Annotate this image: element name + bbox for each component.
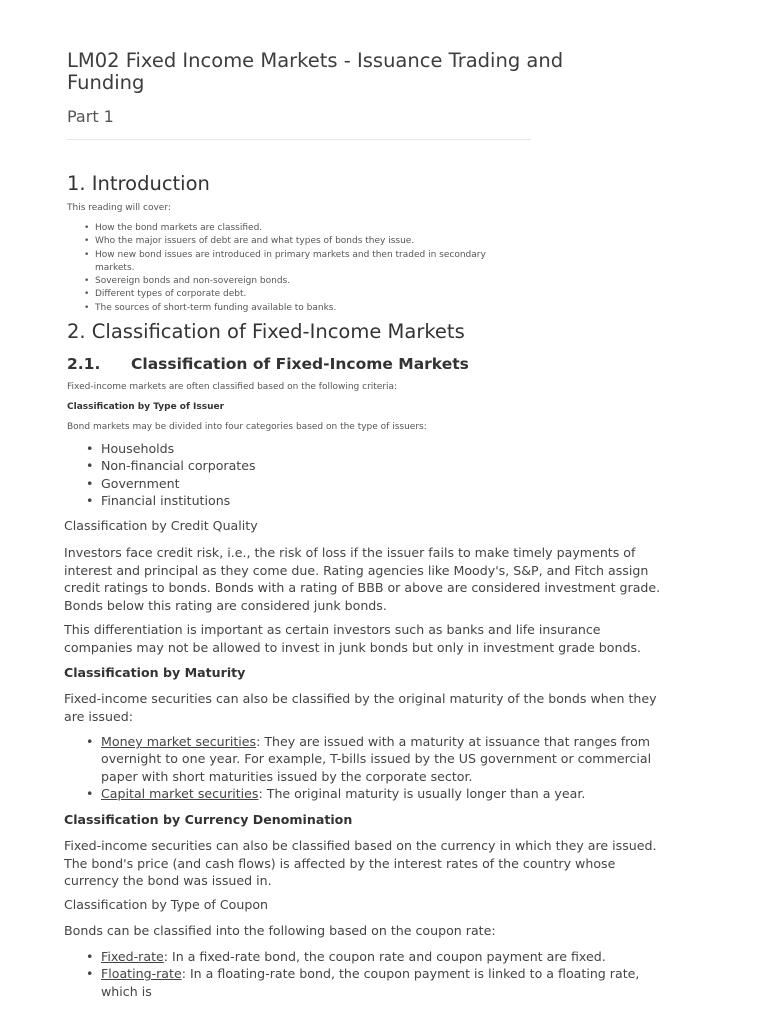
term: Money market securities <box>101 734 257 749</box>
issuer-heading: Classification by Type of Issuer <box>67 402 225 412</box>
term: Fixed-rate <box>101 949 164 964</box>
introduction-heading: 1. Introduction <box>67 172 210 195</box>
part-label: Part 1 <box>67 107 114 126</box>
list-item: • Households <box>64 440 484 457</box>
issuer-lead: Bond markets may be divided into four categories based on the type of issuers: <box>67 422 427 432</box>
introduction-list <box>67 222 507 315</box>
coupon-heading: Classification by Type of Coupon <box>64 897 269 912</box>
maturity-lead: Fixed-income securities can also be classified by the original maturity of the bonds when they are issued: <box>64 691 657 724</box>
list-item: • Sovereign bonds and non-sovereign bonds. <box>67 275 507 288</box>
issuer-list <box>64 440 484 510</box>
list-item: • Non-financial corporates <box>64 457 484 474</box>
term: Floating-rate <box>101 966 182 982</box>
list-item: • Government <box>64 475 484 492</box>
subsection-title: Classification of Fixed-Income Markets <box>131 355 469 373</box>
document-title: LM02 Fixed Income Markets - Issuance Trading and Funding <box>67 49 564 94</box>
term: Capital market securities <box>101 786 259 802</box>
list-item: • How new bond issues are introduced in primary markets and then traded in secondary markets. <box>67 249 507 276</box>
maturity-list <box>64 733 664 803</box>
list-item: • Who the major issuers of debt are and what types of bonds they issue. <box>67 235 507 248</box>
coupon-lead: Bonds can be classified into the following based on the coupon rate: <box>64 923 496 938</box>
credit-heading: Classification by Credit Quality <box>64 518 258 533</box>
term-description: : In a fixed-rate bond, the coupon rate and coupon payment are fixed. <box>163 949 606 964</box>
currency-paragraph: Fixed-income securities can also be classified based on the currency in which they are issued. The bond's price (and cash flows) is affected by the interest rates of the country whose currency the bond was issued in. <box>64 838 657 888</box>
term-description: : They are issued with a maturity at issuance that ranges from overnight to one year. For example, T-bills issued by the US government or commercial paper with short maturities issued by the corporate sector. <box>101 734 652 784</box>
subsection-2-1-heading <box>67 355 469 373</box>
currency-heading: Classification by Currency Denomination <box>64 812 353 827</box>
list-item <box>64 733 664 785</box>
term-description: : In a floating-rate bond, the coupon payment is linked to a floating rate, which is <box>101 966 640 999</box>
title-divider <box>67 139 531 140</box>
list-item: • Different types of corporate debt. <box>67 288 507 301</box>
list-item: • How the bond markets are classified. <box>67 222 507 235</box>
section-2-heading: 2. Classification of Fixed-Income Markets <box>67 320 465 343</box>
coupon-list <box>64 948 674 1024</box>
list-item <box>64 785 664 802</box>
list-item: • Financial institutions <box>64 492 484 509</box>
credit-paragraph-2: This differentiation is important as certain investors such as banks and life insurance companies may not be allowed to invest in junk bonds but only in investment grade bonds. <box>64 622 642 655</box>
introduction-lead: This reading will cover: <box>67 203 171 213</box>
term-description: : The original maturity is usually longer than a year. <box>258 786 586 802</box>
list-item <box>64 965 674 1000</box>
list-item: • The sources of short-term funding available to banks. <box>67 302 507 315</box>
list-item <box>64 948 674 965</box>
subsection-number: 2.1. <box>67 355 101 373</box>
credit-paragraph-1: Investors face credit risk, i.e., the risk of loss if the issuer fails to make timely payments of interest and principal as they come due. Rating agencies like Moody's, S&P, and Fitch assign credit ratings to bonds. Bonds with a rating of BBB or above are considered investment grade. Bonds below this rating are considered junk bonds. <box>64 545 661 613</box>
maturity-heading: Classification by Maturity <box>64 665 246 680</box>
section-2-lead: Fixed-income markets are often classified based on the following criteria: <box>67 382 398 392</box>
